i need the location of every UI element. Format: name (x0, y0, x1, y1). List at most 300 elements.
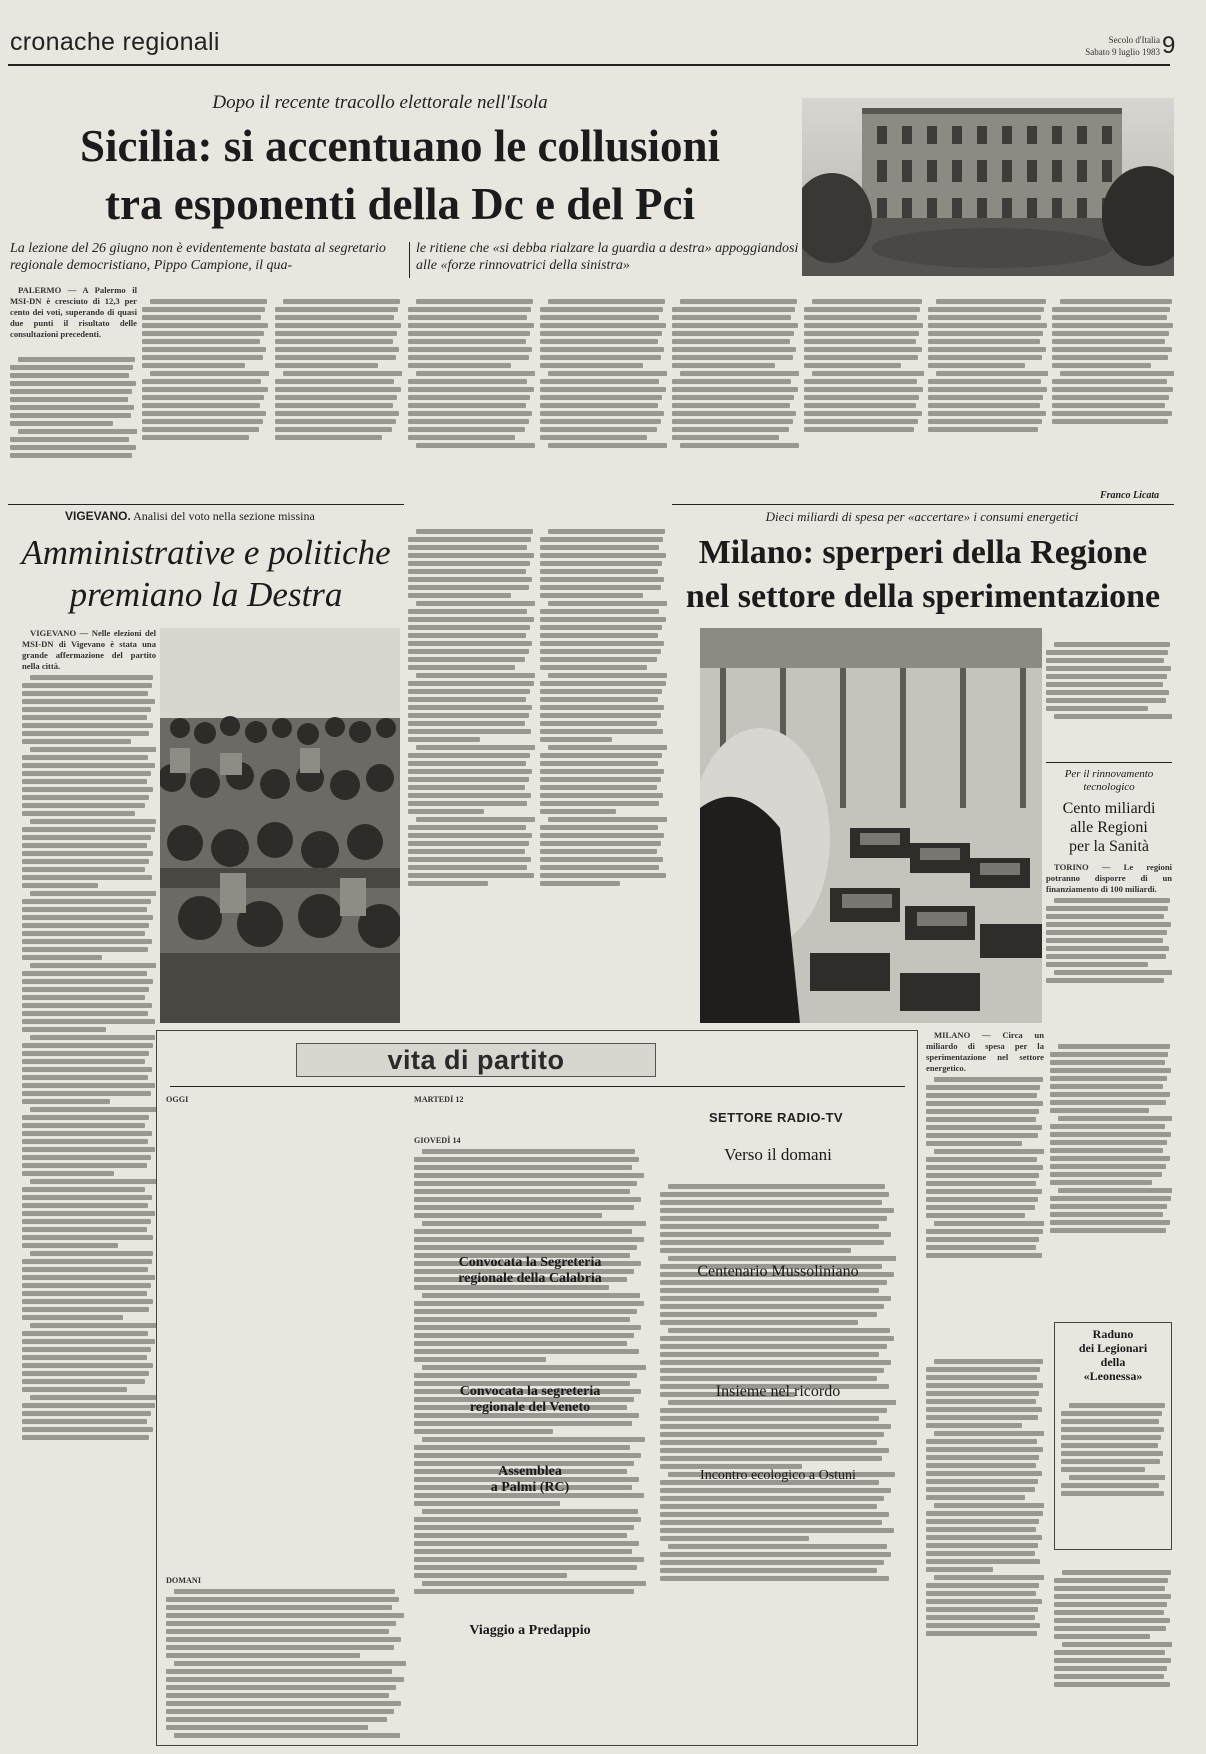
text-line (804, 307, 920, 312)
text-line (926, 1559, 1040, 1564)
text-line (926, 1197, 1038, 1202)
text-line (10, 381, 136, 386)
text-line (540, 339, 658, 344)
text-line (926, 1583, 1039, 1588)
text-line (414, 1565, 637, 1570)
text-line (668, 1256, 896, 1261)
text-line (1061, 1435, 1161, 1440)
text-line (22, 691, 148, 696)
text-line (22, 1115, 149, 1120)
text-line (540, 633, 658, 638)
text-line (928, 395, 1043, 400)
text-line (926, 1157, 1037, 1162)
text-line (150, 371, 269, 376)
text-line (166, 1621, 396, 1626)
text-line (408, 697, 526, 702)
text-line (660, 1560, 884, 1565)
text-line (22, 827, 155, 832)
text-line (1050, 1204, 1167, 1209)
sanita-box (1046, 762, 1172, 1022)
text-line (22, 1043, 153, 1048)
text-line (928, 315, 1041, 320)
text-line (408, 569, 526, 574)
text-line (804, 339, 916, 344)
text-line (1046, 938, 1163, 943)
text-line (660, 1208, 894, 1213)
text-line (660, 1288, 879, 1293)
text-line (540, 865, 659, 870)
text-line (1046, 962, 1148, 967)
text-line (660, 1344, 887, 1349)
text-line (804, 355, 918, 360)
text-line (540, 419, 661, 424)
text-line (275, 419, 396, 424)
text-line (22, 947, 148, 952)
text-line (926, 1101, 1043, 1106)
text-line (408, 881, 488, 886)
text-line (804, 379, 917, 384)
text-line (660, 1520, 882, 1525)
text-line (22, 739, 131, 744)
text-line (10, 445, 136, 450)
text-line (408, 633, 526, 638)
leonessa-heading-2: dei Legionari (1078, 1341, 1148, 1355)
text-line (22, 1051, 149, 1056)
text-line (540, 625, 662, 630)
text-line (540, 379, 659, 384)
text-line (672, 435, 779, 440)
text-line (928, 331, 1043, 336)
text-line (660, 1552, 891, 1557)
text-line (1046, 706, 1148, 711)
text-line (408, 403, 526, 408)
text-line (548, 673, 667, 678)
text-line (1052, 419, 1168, 424)
text-line (22, 771, 151, 776)
radio-tv-banner: SETTORE RADIO-TV (708, 1110, 843, 1125)
text-line (10, 373, 129, 378)
text-line (1050, 1164, 1166, 1169)
text-line (936, 371, 1048, 376)
text-line (672, 403, 790, 408)
text-line (408, 769, 532, 774)
predappio-heading: Viaggio a Predappio (469, 1623, 591, 1638)
text-line (10, 397, 128, 402)
text-line (926, 1205, 1035, 1210)
text-line (408, 873, 534, 878)
sicilia-col-4 (408, 285, 535, 510)
text-line (10, 365, 133, 370)
text-line (414, 1373, 637, 1378)
text-line (414, 1165, 632, 1170)
computer-room-image (700, 628, 1042, 1023)
text-line (22, 1219, 151, 1224)
text-line (1046, 914, 1164, 919)
text-line (18, 357, 135, 362)
text-line (414, 1525, 634, 1530)
text-line (672, 363, 775, 368)
text-line (1046, 698, 1166, 703)
text-line (1054, 1650, 1165, 1655)
text-line (548, 299, 665, 304)
text-line (22, 755, 148, 760)
text-line (926, 1423, 1022, 1428)
text-line (22, 1387, 127, 1392)
text-line (672, 379, 791, 384)
text-line (1054, 1626, 1166, 1631)
text-line (408, 681, 534, 686)
text-line (1054, 898, 1170, 903)
leonessa-box (1054, 1322, 1172, 1550)
text-line (275, 435, 382, 440)
text-line (22, 1187, 145, 1192)
text-line (1052, 387, 1173, 392)
text-line (414, 1301, 644, 1306)
text-line (22, 1203, 148, 1208)
text-line (926, 1109, 1039, 1114)
text-line (1050, 1060, 1165, 1065)
sanita-kicker-1: Per il rinnovamento (1064, 768, 1154, 780)
text-line (660, 1504, 877, 1509)
text-line (408, 793, 531, 798)
text-line (540, 561, 662, 566)
text-line (10, 453, 132, 458)
text-line (22, 1379, 145, 1384)
milano-col-right-top (1046, 628, 1172, 758)
text-line (660, 1368, 884, 1373)
text-line (926, 1399, 1036, 1404)
text-line (166, 1653, 360, 1658)
text-line (1058, 1188, 1172, 1193)
text-line (275, 363, 378, 368)
text-line (1054, 970, 1172, 975)
centenario-heading: Centenario Mussoliniano (697, 1263, 859, 1280)
text-line (22, 1315, 123, 1320)
giovedi-label: GIOVEDÌ 14 (414, 1135, 461, 1145)
text-line (540, 729, 663, 734)
text-line (408, 657, 525, 662)
section-title: cronache regionali (10, 28, 220, 56)
text-line (22, 715, 147, 720)
text-line (804, 347, 922, 352)
text-line (928, 347, 1046, 352)
text-line (408, 561, 530, 566)
palmi-heading-1: Assemblea (498, 1464, 562, 1479)
text-line (166, 1717, 387, 1722)
text-line (1062, 1642, 1172, 1647)
text-line (10, 389, 132, 394)
text-line (30, 1395, 156, 1400)
text-line (414, 1357, 546, 1362)
text-line (30, 1107, 156, 1112)
vita-partito-banner (296, 1043, 656, 1077)
leonessa-heading-3: della (1100, 1355, 1126, 1369)
vita-partito-divider (170, 1086, 905, 1087)
text-line (926, 1463, 1036, 1468)
text-line (926, 1181, 1036, 1186)
text-line (660, 1352, 879, 1357)
text-line (22, 1075, 148, 1080)
text-line (926, 1631, 1037, 1636)
text-line (540, 553, 666, 558)
text-line (142, 403, 260, 408)
text-line (416, 371, 535, 376)
text-line (283, 299, 400, 304)
text-line (142, 435, 249, 440)
text-line (414, 1213, 602, 1218)
text-line (422, 1149, 635, 1154)
vigevano-kicker-text: Analisi del voto nella sezione missina (133, 509, 315, 523)
text-line (414, 1317, 630, 1322)
text-line (414, 1549, 632, 1554)
radio-tv-col (660, 1170, 896, 1740)
text-line (540, 697, 658, 702)
text-line (1054, 1634, 1150, 1639)
text-line (408, 713, 529, 718)
text-line (414, 1205, 634, 1210)
text-line (22, 1275, 155, 1280)
text-line (926, 1189, 1042, 1194)
text-line (1046, 666, 1171, 671)
milano-col-bottom-2 (1050, 1030, 1172, 1315)
text-line (142, 315, 261, 320)
text-line (166, 1693, 389, 1698)
text-line (22, 1419, 147, 1424)
text-line (408, 307, 531, 312)
text-line (22, 843, 147, 848)
text-line (408, 363, 511, 368)
text-line (416, 529, 533, 534)
text-line (174, 1661, 406, 1666)
text-line (926, 1133, 1038, 1138)
text-line (1046, 682, 1163, 687)
text-line (414, 1189, 630, 1194)
text-line (22, 1003, 152, 1008)
text-line (1061, 1419, 1159, 1424)
text-line (414, 1309, 637, 1314)
text-line (540, 705, 664, 710)
text-line (30, 891, 156, 896)
text-line (408, 617, 534, 622)
text-line (928, 307, 1044, 312)
text-line (142, 323, 268, 328)
veneto-heading-2: regionale del Veneto (469, 1400, 591, 1415)
sanita-kicker-2: tecnologico (1083, 781, 1135, 793)
veneto-heading-1: Convocata la segreteria (459, 1384, 601, 1399)
verso-domani-heading: Verso il domani (724, 1145, 832, 1164)
text-line (1050, 1108, 1149, 1113)
text-line (804, 395, 919, 400)
milano-headline-2: nel settore della sperimentazione (685, 578, 1161, 615)
text-line (926, 1535, 1042, 1540)
text-line (408, 347, 532, 352)
text-line (1050, 1212, 1163, 1217)
text-line (540, 617, 666, 622)
text-line (22, 723, 153, 728)
text-line (1050, 1180, 1152, 1185)
sanita-top-rule (1046, 762, 1172, 763)
sicilia-summary-left: La lezione del 26 giugno non è evidentemente bastata al segretario regionale democristiano, Pippo Campione, il qua- (10, 241, 386, 273)
text-line (1052, 395, 1169, 400)
milano-body-lead: MILANO — Circa un miliardo di spesa per la sperimentazione nel settore energetico. (926, 1030, 1044, 1073)
text-line (22, 1155, 151, 1160)
text-line (22, 1347, 151, 1352)
text-line (22, 1339, 155, 1344)
text-line (1050, 1124, 1165, 1129)
text-line (408, 865, 527, 870)
text-line (408, 395, 530, 400)
sanita-headline-2: alle Regioni (1070, 819, 1148, 836)
text-line (926, 1567, 993, 1572)
text-line (660, 1376, 877, 1381)
text-line (926, 1141, 1022, 1146)
text-line (30, 819, 156, 824)
text-line (22, 1019, 155, 1024)
text-line (408, 753, 530, 758)
text-line (22, 1243, 118, 1248)
text-line (926, 1213, 1025, 1218)
text-line (408, 577, 532, 582)
vigevano-headline-1: Amministrative e politiche (21, 533, 391, 572)
masthead (0, 0, 1206, 70)
text-line (166, 1629, 389, 1634)
text-line (30, 1251, 153, 1256)
text-line (422, 1581, 646, 1586)
text-line (408, 785, 525, 790)
text-line (660, 1296, 891, 1301)
text-line (926, 1407, 1042, 1412)
text-line (22, 1227, 147, 1232)
text-line (22, 1027, 106, 1032)
vita-partito-col-2 (414, 1095, 646, 1740)
text-line (414, 1157, 639, 1162)
text-line (1054, 1674, 1164, 1679)
text-line (926, 1173, 1039, 1178)
text-line (142, 395, 264, 400)
text-line (422, 1365, 646, 1370)
vigevano-headline-2: premiano la Destra (69, 575, 343, 614)
text-line (1054, 1602, 1167, 1607)
text-line (934, 1503, 1044, 1508)
sicilia-summary-right: le ritiene che «si debba rialzare la guardia a destra» appoggiandosi alle «forze rinnovatrici della sinistra» (416, 241, 799, 273)
middle-col-2 (540, 515, 667, 1025)
text-line (1046, 674, 1167, 679)
text-line (142, 331, 264, 336)
text-line (22, 1403, 155, 1408)
text-line (1050, 1220, 1170, 1225)
text-line (275, 347, 399, 352)
text-line (22, 1411, 151, 1416)
text-line (1061, 1411, 1162, 1416)
text-line (1046, 978, 1164, 983)
text-line (22, 1083, 155, 1088)
text-line (926, 1391, 1039, 1396)
text-line (926, 1471, 1042, 1476)
text-line (422, 1509, 638, 1514)
text-line (408, 729, 531, 734)
text-line (416, 601, 535, 606)
text-line (166, 1613, 404, 1618)
text-line (166, 1645, 394, 1650)
milano-col-bottom-1 (926, 1030, 1044, 1340)
text-line (540, 585, 661, 590)
text-line (540, 721, 657, 726)
text-line (22, 859, 149, 864)
summary-divider (409, 242, 410, 278)
text-line (660, 1304, 884, 1309)
text-line (22, 867, 145, 872)
text-line (416, 299, 533, 304)
text-line (540, 713, 661, 718)
text-line (408, 641, 532, 646)
bottom-right-col-2 (1054, 1556, 1172, 1746)
sicilia-author: Franco Licata (1100, 490, 1160, 501)
text-line (142, 363, 245, 368)
text-line (1050, 1228, 1166, 1233)
text-line (1061, 1443, 1158, 1448)
text-line (408, 801, 527, 806)
text-line (540, 569, 658, 574)
text-line (1052, 315, 1167, 320)
text-line (540, 769, 664, 774)
leonessa-heading-4: «Leonessa» (1083, 1369, 1143, 1383)
text-line (275, 355, 396, 360)
text-line (672, 323, 798, 328)
text-line (30, 747, 156, 752)
sanita-col (1046, 862, 1172, 1022)
text-line (540, 737, 612, 742)
text-line (804, 387, 923, 392)
text-line (408, 737, 480, 742)
vigevano-col-1 (22, 628, 156, 1738)
sicilia-col-2 (142, 285, 269, 505)
text-line (926, 1543, 1038, 1548)
palazzo-photo (802, 98, 1174, 276)
text-line (668, 1328, 890, 1333)
text-line (540, 849, 657, 854)
text-line (540, 681, 666, 686)
text-line (680, 299, 797, 304)
text-line (1052, 347, 1172, 352)
text-line (10, 413, 131, 418)
text-line (22, 915, 153, 920)
text-line (928, 339, 1040, 344)
text-line (275, 395, 397, 400)
text-line (928, 379, 1041, 384)
text-line (672, 331, 794, 336)
text-line (672, 315, 791, 320)
text-line (22, 971, 147, 976)
text-line (408, 315, 527, 320)
sicilia-col-6 (672, 285, 799, 510)
text-line (408, 609, 527, 614)
text-line (22, 1299, 153, 1304)
text-line (548, 745, 667, 750)
sicilia-headline-2: tra esponenti della Dc e del Pci (105, 179, 695, 229)
text-line (1050, 1076, 1167, 1081)
text-line (548, 443, 667, 448)
text-line (926, 1607, 1038, 1612)
text-line (1046, 922, 1171, 927)
text-line (30, 1323, 156, 1328)
text-line (926, 1415, 1038, 1420)
text-line (672, 307, 795, 312)
text-line (22, 1163, 147, 1168)
text-line (142, 419, 263, 424)
text-line (408, 331, 530, 336)
text-line (926, 1447, 1043, 1452)
text-line (540, 395, 662, 400)
